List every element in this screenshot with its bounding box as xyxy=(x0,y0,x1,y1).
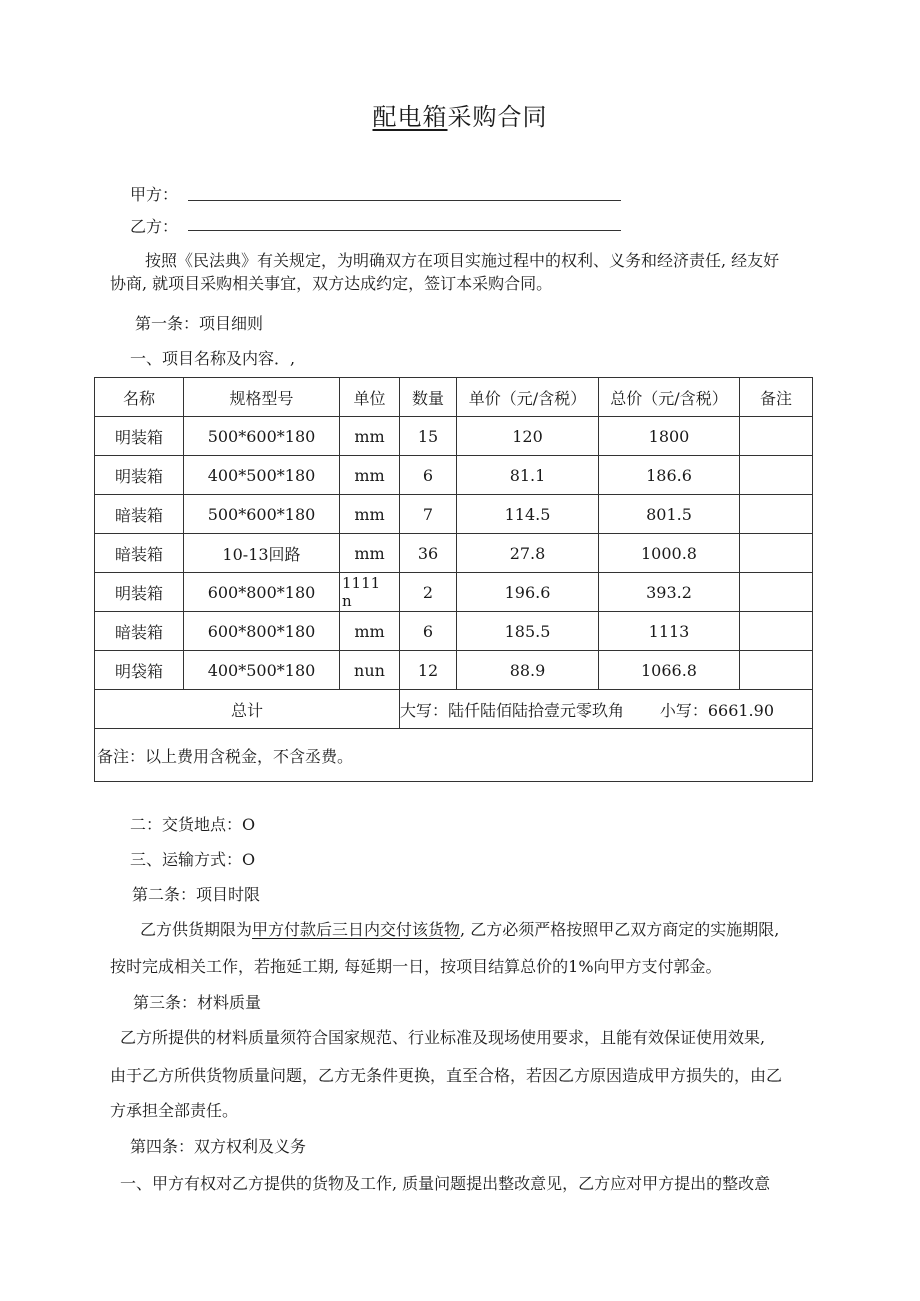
header-cell: 名称 xyxy=(95,378,184,417)
header-cell: 备注 xyxy=(740,378,813,417)
intro-line-1: 按照《民法典》有关规定，为明确双方在项目实施过程中的权利、义务和经济责任, 经友好 xyxy=(145,251,780,270)
cell-name: 明装箱 xyxy=(95,573,184,612)
cell-unit-price: 114.5 xyxy=(457,495,599,534)
total-amount-cell xyxy=(400,690,813,729)
cell-spec: 500*600*180 xyxy=(184,495,340,534)
header-cell: 单位 xyxy=(340,378,400,417)
cell-spec: 500*600*180 xyxy=(184,417,340,456)
cell-qty: 7 xyxy=(400,495,457,534)
cell-unit-price: 185.5 xyxy=(457,612,599,651)
article2-underlined: 甲方付款后三日内交付该货物 xyxy=(252,920,461,939)
cell-total-price: 1113 xyxy=(599,612,740,651)
header-cell: 总价（元/含税） xyxy=(599,378,740,417)
article3-heading: 第三条：材料质量 xyxy=(133,993,262,1012)
document-title xyxy=(0,97,920,132)
total-upper: 大写：陆仟陆佰陆拾壹元零玖角 xyxy=(400,700,625,720)
total-lower: 小写：6661.90 xyxy=(659,700,774,720)
party-a-line xyxy=(188,200,621,201)
cell-unit-price: 81.1 xyxy=(457,456,599,495)
cell-qty: 6 xyxy=(400,612,457,651)
article2-post: , 乙方必须严格按照甲乙双方商定的实施期限, xyxy=(460,920,780,939)
article2-pre: 乙方供货期限为 xyxy=(140,920,253,939)
party-b-label: 乙方： xyxy=(130,217,179,236)
cell-unit: mm xyxy=(340,534,400,573)
header-cell: 规格型号 xyxy=(184,378,340,417)
title-underlined-part: 配电箱 xyxy=(372,103,448,131)
cell-total-price: 801.5 xyxy=(599,495,740,534)
cell-qty: 36 xyxy=(400,534,457,573)
cell-unit: nun xyxy=(340,651,400,690)
cell-unit-price: 196.6 xyxy=(457,573,599,612)
table-row xyxy=(95,417,813,456)
cell-remark xyxy=(740,417,813,456)
cell-total-price: 1000.8 xyxy=(599,534,740,573)
table-row xyxy=(95,495,813,534)
cell-qty: 15 xyxy=(400,417,457,456)
table-header-row xyxy=(95,378,813,417)
cell-qty: 12 xyxy=(400,651,457,690)
table-remark: 备注：以上费用含税金，不含丞费。 xyxy=(95,729,813,782)
table-remark-row xyxy=(95,729,813,782)
cell-remark xyxy=(740,573,813,612)
article2-heading: 第二条：项目时限 xyxy=(132,885,261,904)
cell-spec: 10-13回路 xyxy=(184,534,340,573)
cell-name: 明装箱 xyxy=(95,417,184,456)
cell-name: 暗装箱 xyxy=(95,612,184,651)
cell-unit-price: 27.8 xyxy=(457,534,599,573)
article3-line-2: 由于乙方所供货物质量问题，乙方无条件更换，直至合格，若因乙方原因造成甲方损失的，由乙 xyxy=(110,1066,783,1085)
article4-line-1: 一、甲方有权对乙方提供的货物及工作, 质量问题提出整改意见，乙方应对甲方提出的整改意 xyxy=(120,1174,771,1193)
cell-spec: 400*500*180 xyxy=(184,456,340,495)
cell-name: 明装箱 xyxy=(95,456,184,495)
section1-title: 一、项目名称及内容．, xyxy=(130,349,296,368)
cell-remark xyxy=(740,456,813,495)
cell-name: 暗装箱 xyxy=(95,495,184,534)
cell-spec: 600*800*180 xyxy=(184,612,340,651)
cell-unit: mm xyxy=(340,417,400,456)
article4-heading: 第四条：双方权利及义务 xyxy=(130,1137,307,1156)
article3-line-1: 乙方所提供的材料质量须符合国家规范、行业标准及现场使用要求，且能有效保证使用效果, xyxy=(120,1028,766,1047)
cell-unit: mm xyxy=(340,495,400,534)
cell-total-price: 393.2 xyxy=(599,573,740,612)
cell-total-price: 1800 xyxy=(599,417,740,456)
table-row xyxy=(95,534,813,573)
table-row xyxy=(95,651,813,690)
header-cell: 数量 xyxy=(400,378,457,417)
article2-line-2: 按时完成相关工作，若拖延工期, 每延期一日，按项目结算总价的1%向甲方支付郭金。 xyxy=(110,957,722,976)
cell-unit: 1111 n xyxy=(340,573,400,612)
table-total-row xyxy=(95,690,813,729)
cell-qty: 2 xyxy=(400,573,457,612)
section2: 二：交货地点：O xyxy=(130,815,256,834)
table-row xyxy=(95,456,813,495)
cell-spec: 400*500*180 xyxy=(184,651,340,690)
cell-name: 暗装箱 xyxy=(95,534,184,573)
cell-total-price: 186.6 xyxy=(599,456,740,495)
cell-remark xyxy=(740,651,813,690)
party-b-line xyxy=(188,230,621,231)
header-cell: 单价（元/含税） xyxy=(457,378,599,417)
section3: 三、运输方式：O xyxy=(130,850,256,869)
cell-unit: mm xyxy=(340,456,400,495)
title-rest: 采购合同 xyxy=(447,103,548,131)
cell-remark xyxy=(740,534,813,573)
cell-qty: 6 xyxy=(400,456,457,495)
cell-unit-price: 88.9 xyxy=(457,651,599,690)
items-table xyxy=(94,377,813,782)
intro-line-2: 协商, 就项目采购相关事宜，双方达成约定，签订本采购合同。 xyxy=(110,274,553,293)
party-a-label: 甲方： xyxy=(130,185,179,204)
total-label: 总计 xyxy=(95,690,400,729)
cell-remark xyxy=(740,612,813,651)
cell-name: 明袋箱 xyxy=(95,651,184,690)
cell-total-price: 1066.8 xyxy=(599,651,740,690)
article1-heading: 第一条：项目细则 xyxy=(135,314,264,333)
article3-line-3: 方承担全部责任。 xyxy=(110,1101,239,1120)
cell-unit: mm xyxy=(340,612,400,651)
cell-unit-price: 120 xyxy=(457,417,599,456)
table-row xyxy=(95,612,813,651)
cell-spec: 600*800*180 xyxy=(184,573,340,612)
cell-remark xyxy=(740,495,813,534)
table-row xyxy=(95,573,813,612)
article2-line-1 xyxy=(140,915,779,945)
